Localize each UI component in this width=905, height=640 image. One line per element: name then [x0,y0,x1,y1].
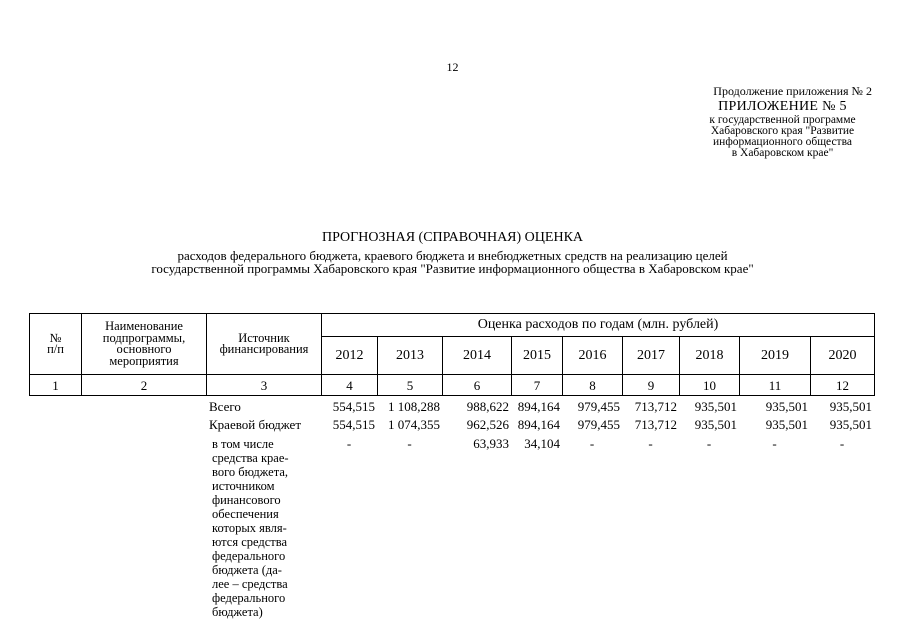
source-line: финансового [212,493,281,507]
cell-value: 63,933 [473,436,509,451]
row-source-multiline [206,437,321,619]
cell-value: 962,526 [466,417,509,432]
estimate-table-header [29,313,875,396]
document-title: ПРОГНОЗНАЯ (СПРАВОЧНАЯ) ОЦЕНКА [321,230,584,245]
header-year: 2014 [443,337,512,375]
cell-value: 979,455 [577,417,620,432]
cell-value: - [589,436,595,451]
column-number: 2 [82,375,207,396]
source-line: федерального [212,549,286,563]
estimate-table-body [29,400,874,619]
header-year: 2018 [680,337,740,375]
source-line: бюджета (да- [212,563,282,577]
source-line: источником [212,479,275,493]
cell-value: - [706,436,712,451]
header-text: финансирования [219,342,309,356]
page-number: 12 [446,60,459,74]
column-number: 4 [322,375,378,396]
header-estimate: Оценка расходов по годам (млн. рублей) [322,314,875,337]
cell-value: 1 108,288 [388,399,440,414]
header-text: Наименование [105,319,183,333]
subtitle-line: расходов федерального бюджета, краевого бюджета и внебюджетных средств на реализацию целей [177,248,728,263]
appendix-line: информационного общества [713,136,852,148]
column-number: 5 [378,375,443,396]
table-row-total [29,400,874,418]
cell-value: - [772,436,777,451]
header-text: мероприятия [109,353,179,368]
cell-value: 979,455 [577,399,620,414]
column-number: 7 [512,375,563,396]
source-line: бюджета) [212,605,263,619]
cell-value: 894,164 [517,417,560,432]
document-subtitle [0,249,905,275]
header-text: подпрограммы, [102,330,186,345]
row-source: Краевой бюджет [209,417,302,432]
cell-value: - [648,436,653,451]
header-year: 2017 [623,337,680,375]
column-number: 12 [811,375,875,396]
column-number: 1 [30,375,82,396]
cell-value: - [407,436,412,451]
header-year: 2013 [378,337,443,375]
continuation-note: Продолжение приложения № 2 [713,84,872,98]
header-text: п/п [47,342,64,356]
cell-value: 935,501 [765,417,808,432]
column-number: 8 [563,375,623,396]
cell-value: 34,104 [524,436,560,451]
source-line: которых явля- [212,521,287,535]
table-row-federal [29,437,874,619]
appendix-line: Хабаровского края "Развитие [710,125,855,137]
header-year: 2015 [512,337,563,375]
column-number: 3 [207,375,322,396]
source-line: федерального [212,591,286,605]
source-line: средства крае- [212,451,289,465]
header-source [207,314,322,375]
cell-value: - [839,436,845,451]
appendix-title: ПРИЛОЖЕНИЕ № 5 [718,99,847,114]
appendix-line: в Хабаровском крае" [731,147,834,159]
row-source: Всего [209,399,241,414]
cell-value: 554,515 [332,399,375,414]
cell-value: 988,622 [466,399,509,414]
cell-value: 713,712 [634,399,677,414]
source-line: в том числе [212,437,274,451]
appendix-block [690,99,875,159]
cell-value: 935,501 [829,417,872,432]
column-number: 11 [740,375,811,396]
header-name [82,314,207,375]
source-line: вого бюджета, [212,465,288,479]
header-number [30,314,82,375]
header-year: 2020 [811,337,875,375]
source-line: ются средства [212,535,288,549]
column-number: 9 [623,375,680,396]
column-number: 10 [680,375,740,396]
subtitle-line: государственной программы Хабаровского края "Развитие информационного общества в Хабаровском крае" [151,261,754,276]
header-year: 2012 [322,337,378,375]
header-text: Источник [238,330,290,345]
cell-value: 894,164 [517,399,560,414]
cell-value: 935,501 [829,399,872,414]
header-year: 2016 [563,337,623,375]
cell-value: 1 074,355 [388,417,440,432]
header-text: № [49,330,62,345]
cell-value: 935,501 [694,417,737,432]
cell-value: 935,501 [694,399,737,414]
table-row-regional [29,418,874,437]
cell-value: 713,712 [634,417,677,432]
header-text: основного [116,342,172,356]
header-year: 2019 [740,337,811,375]
cell-value: - [346,436,352,451]
source-line: лее – средства [212,577,288,591]
cell-value: 935,501 [765,399,808,414]
cell-value: 554,515 [332,417,375,432]
source-line: обеспечения [212,507,279,521]
appendix-line: к государственной программе [709,114,856,126]
column-number: 6 [443,375,512,396]
